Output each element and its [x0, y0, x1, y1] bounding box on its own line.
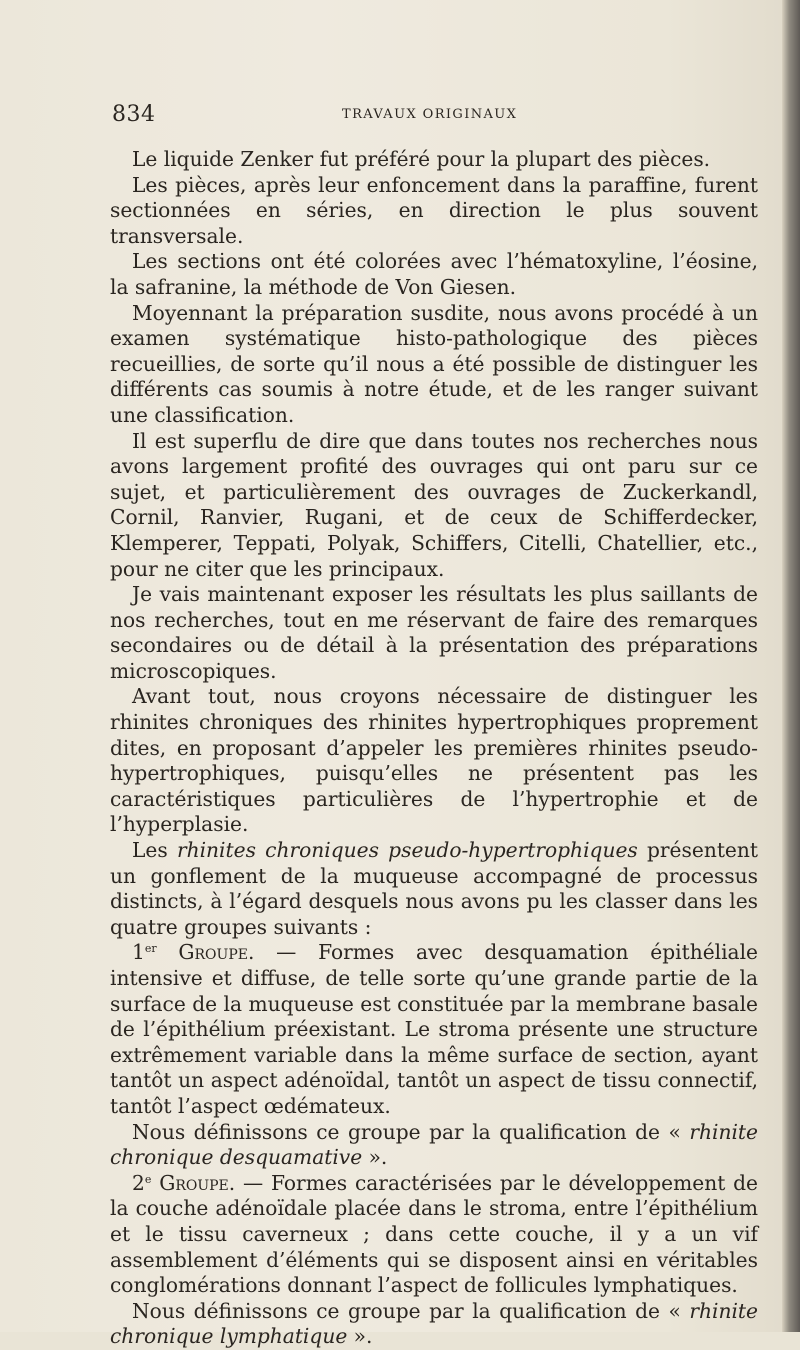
- paragraph-distinction: Avant tout, nous croyons nécessaire de distinguer les rhinites chroniques des rhinites hypertrophiques proprement dites, en proposant d’appeler les premières rhinites pseudo-hypertrophiques, puisqu’elles ne présentent pas les caractéristiques particulières de l’hypertrophie et de l’hyperplasie.: [110, 684, 758, 837]
- paragraph-group-2: 2e Groupe. — Formes caractérisées par le développement de la couche adénoïdale placée dans le stroma, entre l’épithélium et le tissu caverneux ; dans cette couche, il y a un vif assemblement d’éléments qui se disposent ainsi en véritables conglomérations donnant l’aspect de follicules lymphatiques.: [110, 1170, 758, 1298]
- group-label: Groupe.: [178, 940, 255, 965]
- italic-term: rhinites chroniques pseudo-hypertrophiques: [176, 838, 638, 863]
- paragraph-references: Il est superflu de dire que dans toutes nos recherches nous avons largement profité des ouvrages qui ont paru sur ce sujet, et particulièrement des ouvrages de Zuckerkandl, Cornil, Ranvier, Rugani, et de ceux de Schifferdecker, Klemperer, Teppati, Polyak, Schiffers, Citelli, Chatellier, etc., pour ne citer que les principaux.: [110, 428, 758, 581]
- paragraph-results: Je vais maintenant exposer les résultats les plus saillants de nos recherches, tout en me réservant de faire des remarques secondaires ou de détail à la présentation des préparations microscopiques.: [110, 582, 758, 683]
- paragraph-fixative: Le liquide Zenker fut préféré pour la plupart des pièces.: [132, 147, 711, 171]
- paragraph-group-1-definition: Nous définissons ce groupe par la qualification de « rhinite chronique desquamative ».: [110, 1119, 758, 1170]
- paragraph-sectioning: Les pièces, après leur enfoncement dans la paraffine, furent sectionnées en séries, en direction le plus souvent transversale.: [110, 172, 758, 248]
- italic-term: rhinite chronique desquamative: [110, 1119, 758, 1170]
- paragraph-group-2-definition: Nous définissons ce groupe par la qualification de « rhinite chronique lymphatique ».: [110, 1298, 758, 1349]
- running-head: TRAVAUX ORIGINAUX: [342, 107, 518, 122]
- body-text: [110, 147, 758, 1350]
- page-edge: [782, 0, 800, 1332]
- paragraph-classification: Les rhinites chroniques pseudo-hypertrophiques présentent un gonflement de la muqueuse accompagné de processus distincts, à l’égard desquels nous avons pu les classer dans les quatre groupes suivants :: [110, 838, 758, 939]
- page-header: [112, 100, 757, 134]
- italic-term: rhinite chronique lymphatique: [110, 1298, 758, 1349]
- group-label: Groupe.: [159, 1170, 236, 1195]
- page-number: 834: [112, 102, 156, 127]
- paragraph-examination: Moyennant la préparation susdite, nous avons procédé à un examen systématique histo-pathologique des pièces recueillies, de sorte qu’il nous a été possible de distinguer les différents cas soumis à notre étude, et de les ranger suivant une classification.: [110, 300, 758, 427]
- paragraph-staining: Les sections ont été colorées avec l’hématoxyline, l’éosine, la safranine, la méthode de Von Giesen.: [110, 249, 758, 299]
- paragraph-group-1: 1er Groupe. — Formes avec desquamation épithéliale intensive et diffuse, de telle sorte qu’une grande partie de la surface de la muqueuse est constituée par la membrane basale de l’épithélium préexistant. Le stroma présente une structure extrêmement variable dans la même surface de section, ayant tantôt un aspect adénoïdal, tantôt un aspect de tissu connectif, tantôt l’aspect œdémateux.: [110, 940, 758, 1118]
